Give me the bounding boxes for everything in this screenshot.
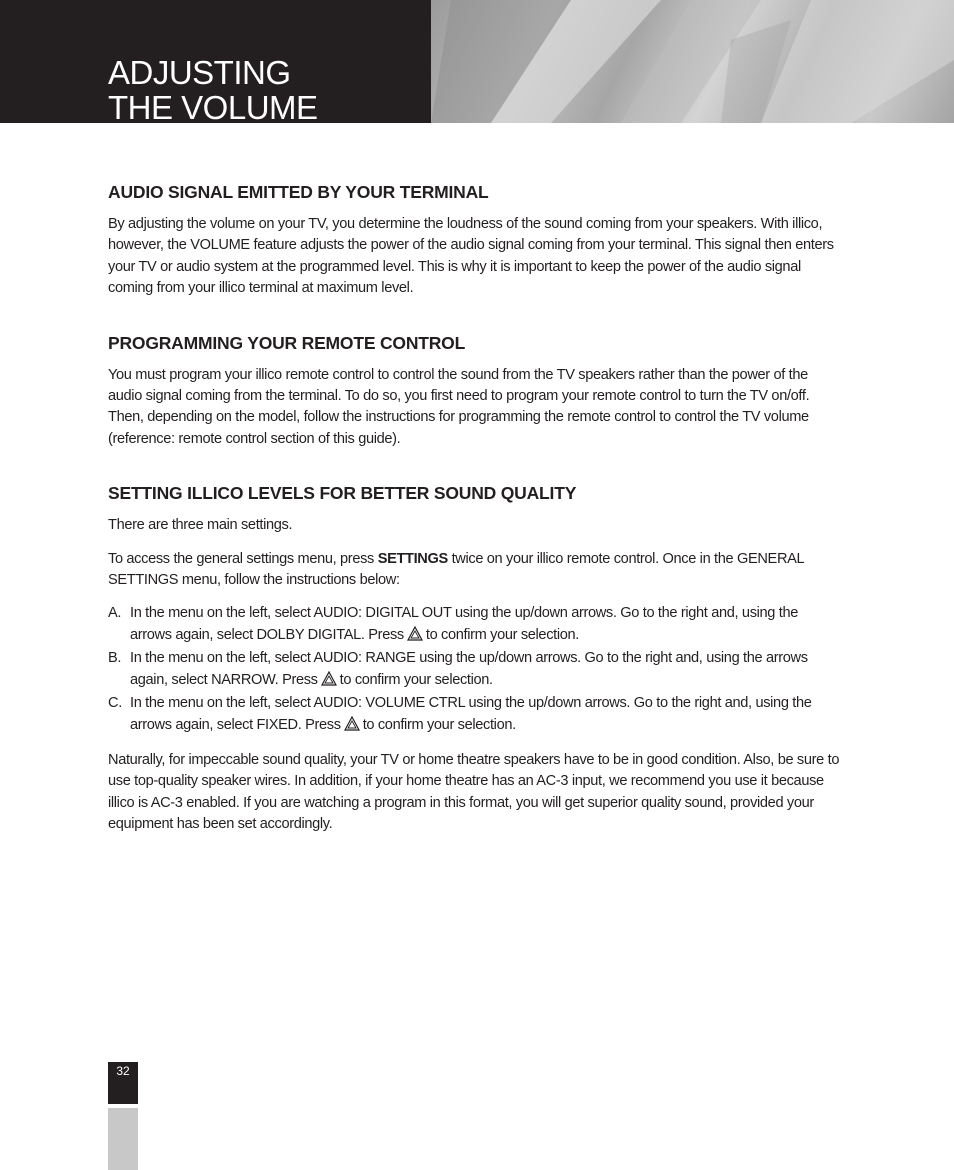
section-audio-signal bbox=[108, 180, 843, 300]
closing-paragraph: Naturally, for impeccable sound quality, your TV or home theatre speakers have to be in good condition. Also, be sure to use top-quality speaker wires. In addition, if your home theatre has an AC-3 input, we recommend you use it because illico is AC-3 enabled. If you are watching a program in this format, you will get superior quality sound, provided your equipment has been set accordingly. bbox=[108, 751, 840, 833]
triangle-ok-icon bbox=[321, 671, 337, 693]
footer-gray-bar bbox=[108, 1108, 138, 1170]
list-item bbox=[108, 603, 843, 648]
access-instructions bbox=[108, 549, 843, 592]
list-item bbox=[108, 693, 843, 738]
access-text-after: twice on your illico remote control. Once in the GENERAL SETTINGS menu, follow the instructions below: bbox=[108, 550, 804, 589]
list-item bbox=[108, 648, 843, 693]
steps-list bbox=[108, 603, 843, 737]
page-title-line-2: THE VOLUME bbox=[108, 89, 318, 126]
step-letter: B. bbox=[108, 650, 122, 667]
step-letter: A. bbox=[108, 605, 122, 622]
step-text-before: In the menu on the left, select AUDIO: RANGE using the up/down arrows. Go to the right and, using the arrows again, select NARROW. Press bbox=[130, 650, 808, 688]
header-decorative-image bbox=[431, 0, 954, 123]
page-number-box bbox=[108, 1062, 138, 1104]
settings-button-name: SETTINGS bbox=[377, 550, 448, 567]
section-heading: SETTING ILLICO LEVELS FOR BETTER SOUND QUALITY bbox=[108, 483, 577, 504]
section-heading: AUDIO SIGNAL EMITTED BY YOUR TERMINAL bbox=[108, 182, 489, 202]
step-text-before: In the menu on the left, select AUDIO: VOLUME CTRL using the up/down arrows. Go to the right and, using the arrows again, select FIXED. Press bbox=[130, 695, 812, 733]
access-text-before: To access the general settings menu, press bbox=[108, 550, 378, 567]
intro-text: There are three main settings. bbox=[108, 517, 293, 534]
page-number: 32 bbox=[116, 1064, 130, 1078]
step-text-after: to confirm your selection. bbox=[362, 716, 516, 733]
step-text-after: to confirm your selection. bbox=[339, 671, 493, 688]
page-title-line-1: ADJUSTING bbox=[108, 54, 291, 91]
triangle-ok-icon bbox=[407, 626, 423, 648]
step-text bbox=[130, 693, 843, 738]
step-text bbox=[130, 603, 843, 648]
step-text-before: In the menu on the left, select AUDIO: DIGITAL OUT using the up/down arrows. Go to the right and, using the arrows again, select DOLBY DIGITAL. Press bbox=[130, 605, 799, 643]
section-levels bbox=[108, 481, 843, 835]
step-text bbox=[130, 648, 843, 693]
section-body: By adjusting the volume on your TV, you determine the loudness of the sound coming from your speakers. With illico, however, the VOLUME feature adjusts the power of the audio signal coming from your terminal. This signal then enters your TV or audio system at the programmed level. This is why it is important to keep the power of the audio signal coming from your illico terminal at maximum level. bbox=[108, 216, 834, 297]
step-letter: C. bbox=[108, 695, 122, 712]
section-heading: PROGRAMMING YOUR REMOTE CONTROL bbox=[108, 332, 466, 353]
triangle-ok-icon bbox=[344, 716, 360, 738]
page-title bbox=[108, 55, 318, 125]
section-body: You must program your illico remote control to control the sound from the TV speakers rather than the power of the audio signal coming from the terminal. To do so, you first need to program your remote control to turn the TV on/off. Then, depending on the model, follow the instructions for programming the remote control to control the TV volume (reference: remote control section of this guide). bbox=[108, 366, 810, 447]
main-content bbox=[108, 180, 843, 867]
section-programming bbox=[108, 331, 843, 451]
step-text-after: to confirm your selection. bbox=[425, 626, 579, 643]
